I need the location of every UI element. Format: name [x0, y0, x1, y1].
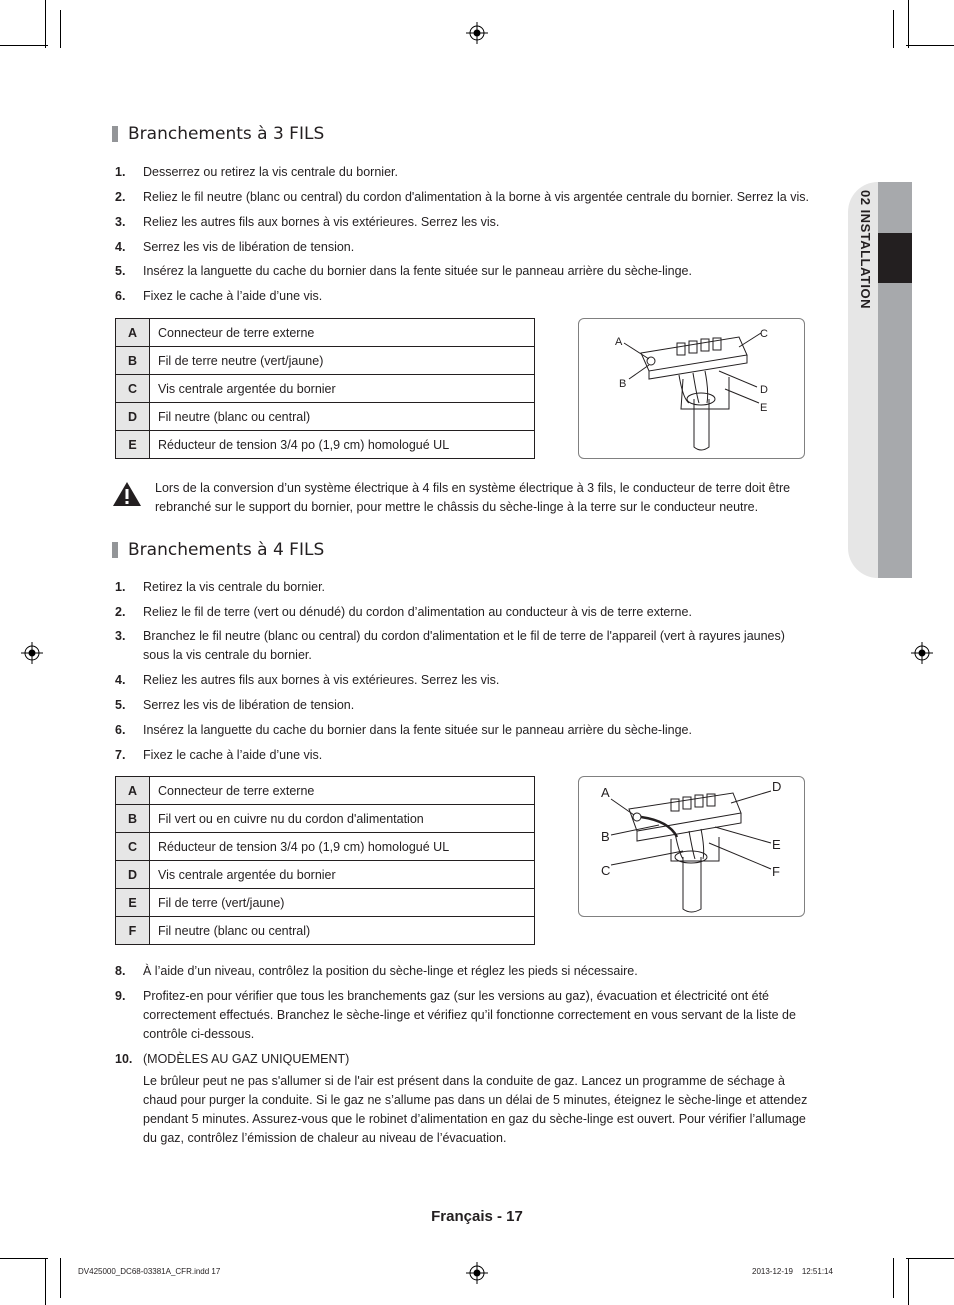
step-number: 6.	[115, 289, 126, 303]
registration-mark-icon	[466, 22, 488, 44]
terminal-block-illustration	[579, 319, 804, 458]
diagram-label-f: F	[772, 864, 780, 879]
legend-value: Fil de terre (vert/jaune)	[150, 889, 535, 917]
crop-mark	[60, 10, 61, 48]
warning-text: Lors de la conversion d’un système électrique à 4 fils en système électrique à 3 fils, le conducteur de terre doit être rebranché sur le support du bornier, pour mettre le châssis du sèche-linge à la terre sur le conducteur neutre.	[155, 481, 791, 514]
step-number: 1.	[115, 165, 126, 179]
step-text: Serrez les vis de libération de tension.	[143, 698, 355, 712]
registration-mark-icon	[466, 1262, 488, 1284]
legend-table-3-wire	[115, 318, 535, 459]
chapter-tab-label: 02 INSTALLATION	[858, 190, 873, 309]
diagram-label-c: C	[601, 863, 611, 878]
legend-table-4-wire	[115, 776, 535, 945]
step-number: 3.	[115, 629, 126, 643]
legend-row	[116, 403, 535, 431]
legend-row	[116, 431, 535, 459]
step-number: 5.	[115, 698, 126, 712]
step-text: À l’aide d’un niveau, contrôlez la position du sèche-linge et réglez les pieds si nécessaire.	[143, 964, 638, 978]
legend-key: D	[116, 861, 150, 889]
diagram-label-a: A	[601, 785, 610, 800]
step-number: 7.	[115, 748, 126, 762]
section-title-text: Branchements à 3 FILS	[128, 124, 325, 144]
legend-row	[116, 833, 535, 861]
step-text: Reliez le fil neutre (blanc ou central) du cordon d'alimentation à la borne à vis argentée centrale du bornier. Serrez la vis.	[143, 190, 809, 204]
step-text: Reliez les autres fils aux bornes à vis extérieures. Serrez les vis.	[143, 215, 500, 229]
legend-key: E	[116, 431, 150, 459]
step-text: Reliez les autres fils aux bornes à vis extérieures. Serrez les vis.	[143, 673, 500, 687]
legend-key: D	[116, 403, 150, 431]
step-number: 2.	[115, 605, 126, 619]
legend-value: Fil neutre (blanc ou central)	[150, 917, 535, 945]
section-title-4-wire	[112, 540, 324, 560]
step-text: Fixez le cache à l’aide d’une vis.	[143, 748, 323, 762]
step-text: Serrez les vis de libération de tension.	[143, 240, 355, 254]
section-title-3-wire	[112, 124, 324, 144]
crop-mark	[0, 45, 48, 46]
crop-mark	[908, 1258, 909, 1305]
legend-key: A	[116, 777, 150, 805]
chapter-tab-marker	[878, 233, 912, 283]
step-number: 10.	[115, 1052, 133, 1066]
legend-key: E	[116, 889, 150, 917]
step-text: Le brûleur peut ne pas s'allumer si de l'air est présent dans la conduite de gaz. Lancez un programme de séchage à chaud pour purger la conduite. Si le gaz ne s’allume pas dans un délai de 5 minutes, éteignez le sèche-linge et attendez pendant 5 minutes. Assurez-vous que le robinet d’alimentation en gaz du sèche-linge est ouvert. Pour vérifier l’allumage du gaz, contrôlez l’émission de chaleur au niveau de l’évacuation.	[143, 1074, 808, 1145]
legend-row	[116, 375, 535, 403]
crop-mark	[906, 45, 954, 46]
legend-row	[116, 319, 535, 347]
diagram-label-b: B	[601, 829, 610, 844]
step-text: Desserrez ou retirez la vis centrale du bornier.	[143, 165, 398, 179]
crop-mark	[893, 1258, 894, 1298]
step-number: 8.	[115, 964, 126, 978]
legend-value: Fil vert ou en cuivre nu du cordon d'alimentation	[150, 805, 535, 833]
diagram-label-c: C	[760, 328, 768, 340]
step-number: 9.	[115, 989, 126, 1003]
crop-mark	[45, 1258, 46, 1305]
legend-value: Fil neutre (blanc ou central)	[150, 403, 535, 431]
warning-triangle-icon	[112, 481, 142, 507]
registration-mark-icon	[911, 642, 933, 664]
legend-key: B	[116, 347, 150, 375]
step-text: Retirez la vis centrale du bornier.	[143, 580, 326, 594]
legend-key: A	[116, 319, 150, 347]
terminal-block-illustration	[579, 777, 804, 916]
legend-row	[116, 777, 535, 805]
terminal-block-diagram-4-wire	[578, 776, 805, 917]
step-text: Branchez le fil neutre (blanc ou central) du cordon d'alimentation et le fil de terre de l'appareil (vert à rayures jaunes) sous la vis centrale du bornier.	[143, 629, 785, 662]
date-slug: 2013-12-19 12:51:14	[752, 1267, 833, 1276]
legend-row	[116, 917, 535, 945]
legend-key: C	[116, 375, 150, 403]
section-bullet	[112, 126, 118, 142]
crop-mark	[908, 0, 909, 48]
file-slug: DV425000_DC68-03381A_CFR.indd 17	[78, 1267, 221, 1276]
legend-value: Fil de terre neutre (vert/jaune)	[150, 347, 535, 375]
step-number: 4.	[115, 673, 126, 687]
step-number: 1.	[115, 580, 126, 594]
legend-row	[116, 347, 535, 375]
crop-mark	[45, 0, 46, 48]
terminal-block-diagram-3-wire	[578, 318, 805, 459]
section-bullet	[112, 542, 118, 558]
step-text: Insérez la languette du cache du bornier dans la fente située sur le panneau arrière du sèche-linge.	[143, 264, 692, 278]
legend-value: Connecteur de terre externe	[150, 319, 535, 347]
legend-value: Réducteur de tension 3/4 po (1,9 cm) homologué UL	[150, 833, 535, 861]
legend-value: Connecteur de terre externe	[150, 777, 535, 805]
legend-value: Réducteur de tension 3/4 po (1,9 cm) homologué UL	[150, 431, 535, 459]
diagram-label-d: D	[772, 779, 782, 794]
section-title-text: Branchements à 4 FILS	[128, 540, 325, 560]
step-number: 6.	[115, 723, 126, 737]
legend-key: C	[116, 833, 150, 861]
legend-row	[116, 861, 535, 889]
legend-key: F	[116, 917, 150, 945]
step-text: Insérez la languette du cache du bornier dans la fente située sur le panneau arrière du sèche-linge.	[143, 723, 692, 737]
step-number: 5.	[115, 264, 126, 278]
step-number: 2.	[115, 190, 126, 204]
diagram-label-a: A	[615, 336, 623, 348]
step-text: Fixez le cache à l’aide d’une vis.	[143, 289, 323, 303]
step-text: Profitez-en pour vérifier que tous les branchements gaz (sur les versions au gaz), évacuation et électricité ont été correctement effectués. Branchez le sèche-linge et vérifiez qu’il fonctionne correctement en vous servant de la liste de contrôle ci-dessous.	[143, 989, 796, 1041]
legend-value: Vis centrale argentée du bornier	[150, 861, 535, 889]
crop-mark	[906, 1258, 954, 1259]
step-number: 4.	[115, 240, 126, 254]
step-number: 3.	[115, 215, 126, 229]
legend-value: Vis centrale argentée du bornier	[150, 375, 535, 403]
crop-mark	[0, 1258, 48, 1259]
legend-key: B	[116, 805, 150, 833]
crop-mark	[60, 1258, 61, 1298]
legend-row	[116, 805, 535, 833]
crop-mark	[893, 10, 894, 48]
legend-row	[116, 889, 535, 917]
step-text: Reliez le fil de terre (vert ou dénudé) du cordon d’alimentation au conducteur à vis de terre externe.	[143, 605, 692, 619]
diagram-label-e: E	[760, 402, 768, 414]
step-text: (MODÈLES AU GAZ UNIQUEMENT)	[143, 1052, 350, 1066]
diagram-label-b: B	[619, 378, 627, 390]
page-number: Français - 17	[431, 1208, 523, 1225]
diagram-label-e: E	[772, 837, 781, 852]
diagram-label-d: D	[760, 384, 768, 396]
registration-mark-icon	[21, 642, 43, 664]
